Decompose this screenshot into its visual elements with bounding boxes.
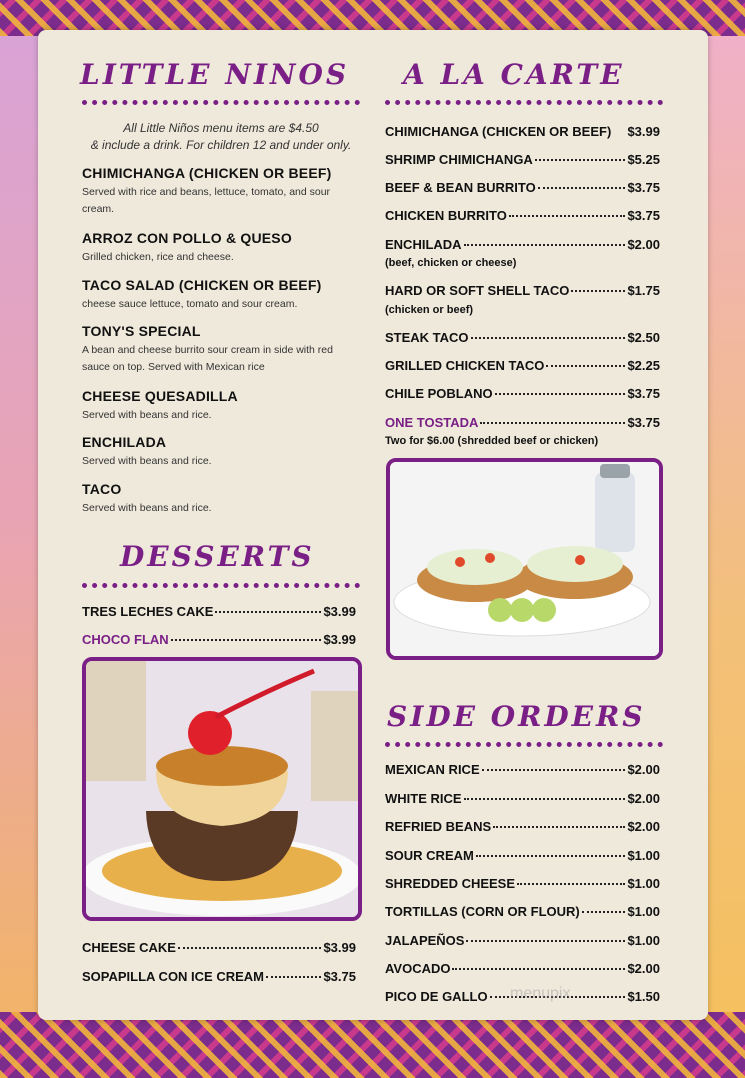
tostada-photo <box>386 458 663 660</box>
dessert-name: TRES LECHES CAKE <box>82 604 214 619</box>
side-price: $1.00 <box>627 848 660 863</box>
carte-name: BEEF & BEAN BURRITO <box>385 180 536 195</box>
kids-item-desc: A bean and cheese burrito sour cream in side with red sauce on top. Served with Mexican rice <box>82 344 333 373</box>
kids-item-title: TONY'S SPECIAL <box>82 323 201 339</box>
desserts-divider <box>82 583 360 588</box>
kids-intro-line2: & include a drink. For children 12 and under only. <box>90 138 352 152</box>
choco-flan-photo <box>82 657 362 921</box>
kids-item-title: TACO SALAD (CHICKEN OR BEEF) <box>82 277 322 293</box>
carte-price: $2.00 <box>627 237 660 252</box>
kids-item-title: CHEESE QUESADILLA <box>82 388 238 404</box>
dot-leader <box>178 947 322 949</box>
carte-row <box>385 124 660 139</box>
side-name: JALAPEÑOS <box>385 933 465 948</box>
carte-note: (chicken or beef) <box>385 304 474 316</box>
side-row <box>385 904 660 919</box>
side-name: REFRIED BEANS <box>385 819 492 834</box>
side-price: $2.00 <box>627 819 660 834</box>
side-price: $1.00 <box>627 904 660 919</box>
side-row <box>385 762 660 777</box>
dot-leader <box>571 290 625 292</box>
dessert-row <box>82 940 356 955</box>
carte-price: $3.99 <box>627 124 660 139</box>
side-price: $2.00 <box>627 762 660 777</box>
kids-item-title: ENCHILADA <box>82 434 167 450</box>
dot-leader <box>464 244 626 246</box>
dot-leader <box>538 187 626 189</box>
dot-leader <box>509 215 626 217</box>
carte-name: CHILE POBLANO <box>385 386 493 401</box>
sides-heading: SIDE ORDERS <box>387 700 646 733</box>
dot-leader <box>546 365 625 367</box>
dot-leader <box>535 159 626 161</box>
dot-leader <box>495 393 626 395</box>
desserts-heading: DESSERTS <box>120 540 315 573</box>
carte-name: CHICKEN BURRITO <box>385 208 507 223</box>
sides-divider <box>385 742 663 747</box>
carte-name: HARD OR SOFT SHELL TACO <box>385 283 570 298</box>
side-price: $1.00 <box>627 876 660 891</box>
dessert-row <box>82 632 356 647</box>
side-price: $1.00 <box>627 933 660 948</box>
side-row <box>385 848 660 863</box>
carte-price: $1.75 <box>627 283 660 298</box>
carte-name: ONE TOSTADA <box>385 415 479 430</box>
carte-row <box>385 358 660 373</box>
side-name: WHITE RICE <box>385 791 462 806</box>
carte-row <box>385 415 660 430</box>
decorative-side-left <box>0 36 38 1012</box>
kids-intro <box>82 120 360 154</box>
dessert-price: $3.99 <box>323 604 356 619</box>
flan-illustration <box>86 661 358 917</box>
dessert-price: $3.99 <box>323 632 356 647</box>
tostada-illustration <box>390 462 659 656</box>
dessert-row <box>82 969 356 984</box>
dessert-name: SOPAPILLA CON ICE CREAM <box>82 969 265 984</box>
dot-leader <box>466 940 625 942</box>
kids-heading: LITTLE NINOS <box>80 58 350 91</box>
dot-leader <box>582 911 626 913</box>
kids-item-desc: Served with beans and rice. <box>82 502 212 514</box>
dessert-name: CHEESE CAKE <box>82 940 176 955</box>
dot-leader <box>171 639 322 641</box>
dot-leader <box>471 337 626 339</box>
side-price: $2.00 <box>627 791 660 806</box>
carte-row <box>385 237 660 252</box>
carte-price: $3.75 <box>627 208 660 223</box>
kids-item-title: ARROZ CON POLLO & QUESO <box>82 230 292 246</box>
carte-price: $2.50 <box>627 330 660 345</box>
side-row <box>385 819 660 834</box>
decorative-side-right <box>707 36 745 1012</box>
carte-price: $5.25 <box>627 152 660 167</box>
kids-item-desc: Served with beans and rice. <box>82 455 212 467</box>
kids-item <box>82 323 362 376</box>
kids-item-desc: Grilled chicken, rice and cheese. <box>82 251 234 263</box>
carte-price: $2.25 <box>627 358 660 373</box>
carte-note: (beef, chicken or cheese) <box>385 257 517 269</box>
kids-item <box>82 165 362 218</box>
carte-note: Two for $6.00 (shredded beef or chicken) <box>385 435 599 447</box>
carte-row <box>385 386 660 401</box>
kids-item-desc: cheese sauce lettuce, tomato and sour cream. <box>82 298 298 310</box>
kids-item <box>82 481 362 517</box>
carte-divider <box>385 100 663 105</box>
kids-item <box>82 388 362 424</box>
dessert-price: $3.75 <box>323 969 356 984</box>
dot-leader <box>266 976 321 978</box>
dot-leader <box>215 611 321 613</box>
carte-row <box>385 152 660 167</box>
side-name: TORTILLAS (CORN OR FLOUR) <box>385 904 580 919</box>
carte-row <box>385 208 660 223</box>
side-name: SHREDDED CHEESE <box>385 876 516 891</box>
carte-row <box>385 283 660 298</box>
kids-item <box>82 277 362 313</box>
side-row <box>385 876 660 891</box>
kids-item-title: CHIMICHANGA (CHICKEN OR BEEF) <box>82 165 332 181</box>
kids-divider <box>82 100 360 105</box>
side-name: SOUR CREAM <box>385 848 474 863</box>
dessert-row <box>82 604 356 619</box>
carte-name: ENCHILADA <box>385 237 462 252</box>
side-row <box>385 961 660 976</box>
dessert-price: $3.99 <box>323 940 356 955</box>
side-name: PICO DE GALLO <box>385 989 488 1004</box>
kids-item-title: TACO <box>82 481 122 497</box>
dot-leader <box>452 968 625 970</box>
dot-leader <box>493 826 625 828</box>
side-row <box>385 791 660 806</box>
carte-price: $3.75 <box>627 180 660 195</box>
dessert-name: CHOCO FLAN <box>82 632 169 647</box>
decorative-border-bottom <box>0 1012 745 1078</box>
kids-intro-line1: All Little Niños menu items are $4.50 <box>123 121 319 135</box>
carte-name: SHRIMP CHIMICHANGA <box>385 152 533 167</box>
side-name: AVOCADO <box>385 961 451 976</box>
carte-price: $3.75 <box>627 415 660 430</box>
dot-leader <box>482 769 626 771</box>
watermark: menupix <box>510 985 571 1002</box>
carte-name: GRILLED CHICKEN TACO <box>385 358 545 373</box>
kids-item <box>82 230 362 266</box>
kids-item <box>82 434 362 470</box>
side-price: $1.50 <box>627 989 660 1004</box>
dot-leader <box>464 798 626 800</box>
carte-row <box>385 330 660 345</box>
dot-leader <box>476 855 626 857</box>
kids-item-desc: Served with beans and rice. <box>82 409 212 421</box>
side-price: $2.00 <box>627 961 660 976</box>
side-row <box>385 933 660 948</box>
kids-item-desc: Served with rice and beans, lettuce, tomato, and sour cream. <box>82 186 331 215</box>
dot-leader <box>480 422 625 424</box>
carte-heading: A LA CARTE <box>403 58 625 91</box>
carte-name: CHIMICHANGA (CHICKEN OR BEEF) <box>385 124 612 139</box>
carte-name: STEAK TACO <box>385 330 469 345</box>
dot-leader <box>517 883 625 885</box>
side-name: MEXICAN RICE <box>385 762 480 777</box>
carte-price: $3.75 <box>627 386 660 401</box>
carte-row <box>385 180 660 195</box>
